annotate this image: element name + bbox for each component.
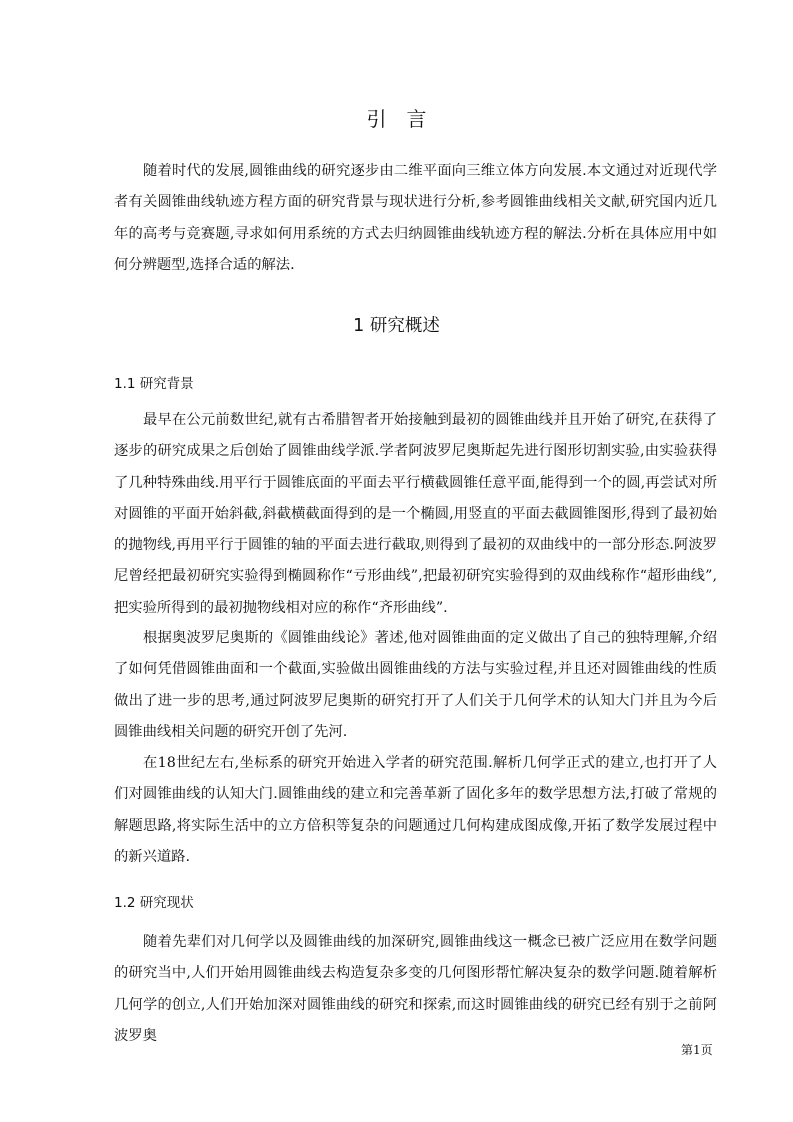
section-1-2-title: 1.2 研究现状 xyxy=(114,895,194,911)
page-number: 第1页 xyxy=(681,1043,713,1057)
intro-title: 引言 xyxy=(366,107,447,131)
background-paragraph-3: 在18世纪左右,坐标系的研究开始进入学者的研究范围.解析几何学正式的建立,也打开了人们对圆锥曲线的认知大门.圆锥曲线的建立和完善革新了固化多年的数学思想方法,打破了常规的解题思路,将实际生活中的立方倍积等复杂的问题通过几何构建成图成像,开拓了数学发展过程中的新兴道路. xyxy=(114,755,717,865)
intro-paragraph: 随着时代的发展,圆锥曲线的研究逐步由二维平面向三维立体方向发展.本文通过对近现代学者有关圆锥曲线轨迹方程方面的研究背景与现状进行分析,参考圆锥曲线相关文献,研究国内近几年的高考与竞赛题,寻求如何用系统的方式去归纳圆锥曲线轨迹方程的解法.分析在具体应用中如何分辨题型,选择合适的解法. xyxy=(114,163,717,273)
background-paragraph-2: 根据奥波罗尼奥斯的《圆锥曲线论》著述,他对圆锥曲面的定义做出了自己的独特理解,介绍了如何凭借圆锥曲面和一个截面,实验做出圆锥曲线的方法与实验过程,并且还对圆锥曲线的性质做出了进一步的思考,通过阿波罗尼奥斯的研究打开了人们关于几何学术的认知大门并且为今后圆锥曲线相关问题的研究开创了先河. xyxy=(114,630,717,740)
section-1-title: 1 研究概述 xyxy=(353,316,440,336)
background-paragraph-1: 最早在公元前数世纪,就有古希腊智者开始接触到最初的圆锥曲线并且开始了研究,在获得了逐步的研究成果之后创始了圆锥曲线学派.学者阿波罗尼奥斯起先进行图形切割实验,由实验获得了几种特殊曲线.用平行于圆锥底面的平面去平行横截圆锥任意平面,能得到一个的圆,再尝试对所对圆锥的平面开始斜截,斜截横截面得到的是一个椭圆,用竖直的平面去截圆锥图形,得到了最初始的抛物线,再用平行于圆锥的轴的平面去进行截取,则得到了最初的双曲线中的一部分形态.阿波罗尼曾经把最初研究实验得到椭圆称作“亏形曲线”,把最初研究实验得到的双曲线称作“超形曲线”,把实验所得到的最初抛物线相对应的称作“齐形曲线”. xyxy=(114,412,717,616)
section-1-1-title: 1.1 研究背景 xyxy=(114,376,194,392)
status-paragraph-1: 随着先辈们对几何学以及圆锥曲线的加深研究,圆锥曲线这一概念已被广泛应用在数学问题的研究当中,人们开始用圆锥曲线去构造复杂多变的几何图形帮忙解决复杂的数学问题.随着解析几何学的创立,人们开始加深对圆锥曲线的研究和探索,而这时圆锥曲线的研究已经有别于之前阿波罗奥 xyxy=(114,934,717,1044)
